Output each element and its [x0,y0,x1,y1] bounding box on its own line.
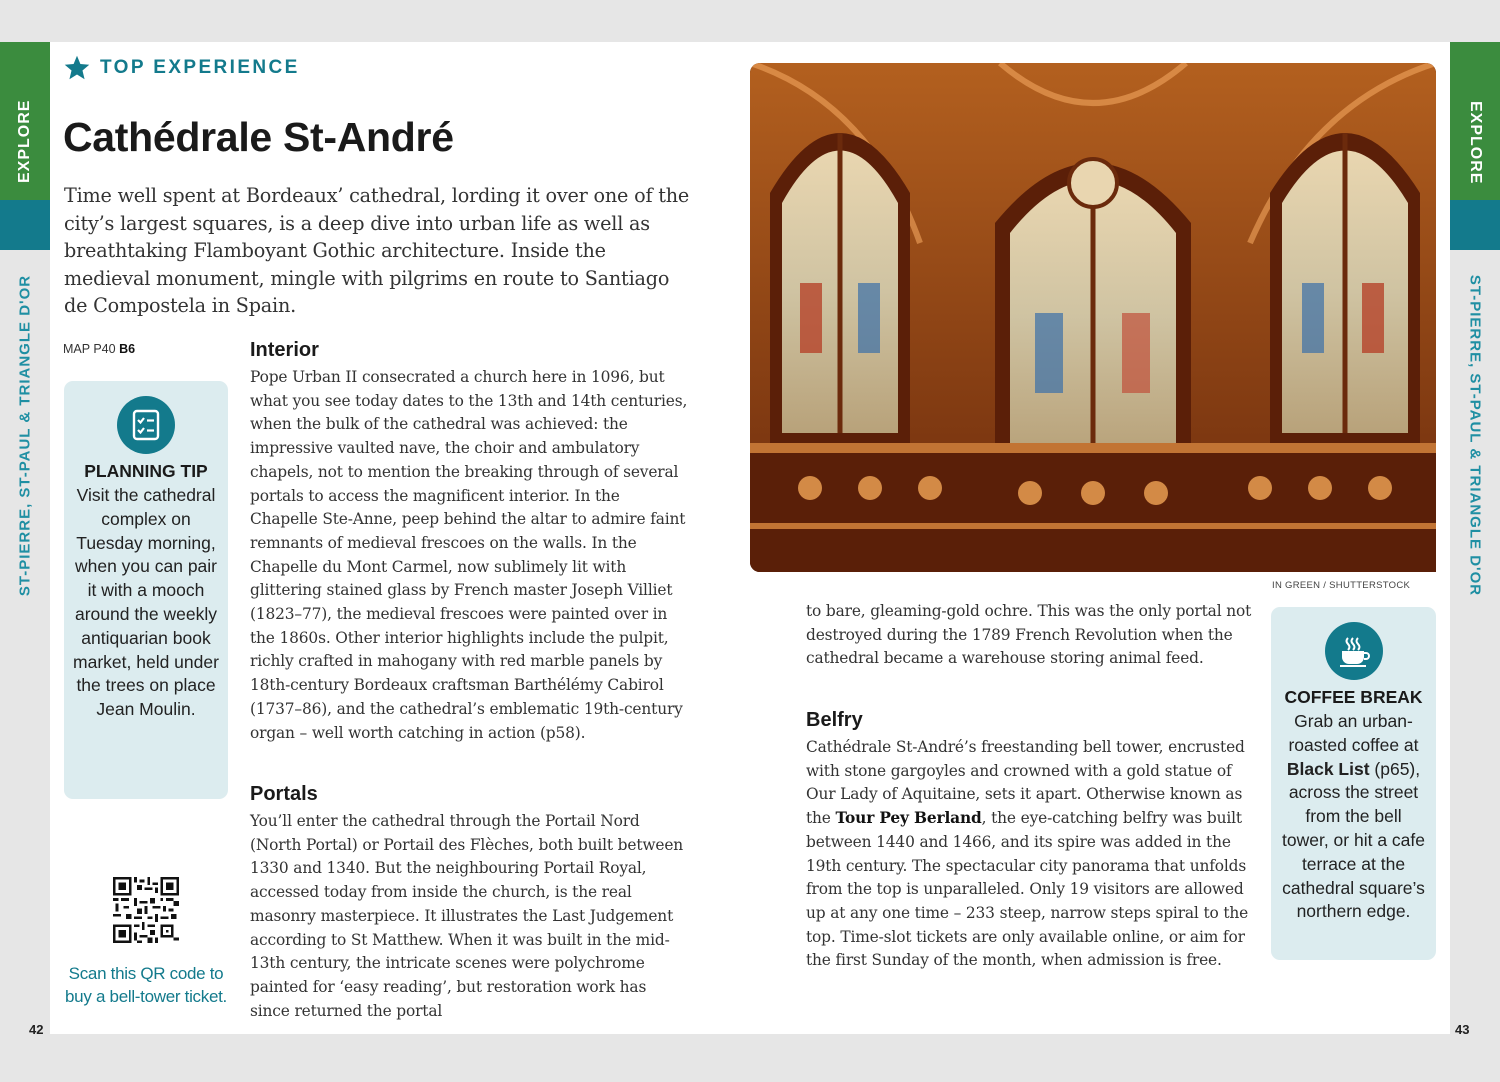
coffee-text-start: Grab an urban-roasted coffee at [1288,711,1419,755]
map-ref-label: MAP P40 [63,342,116,356]
belfry-text-start: Cathédrale St-André’s freestanding bell tower, encrusted with stone gargoyles and crowned with a gold statue of Our Lady of Aquitaine, sets it apart. Otherwise known as the [806,738,1245,828]
belfry-text [806,736,1254,973]
checklist-icon [117,396,175,454]
planning-tip-text: Visit the cathedral complex on Tuesday morning, when you can pair it with a mooch around the weekly antiquarian book market, held under the trees on place Jean Moulin. [73,485,219,720]
heading-interior: Interior [250,339,319,361]
section-tab-marker-left [0,200,50,250]
planning-tip-title: PLANNING TIP [84,461,208,481]
page-number-left: 42 [29,1022,44,1037]
qr-caption: Scan this QR code to buy a bell-tower ticket. [65,964,227,1006]
black-list-name: Black List [1286,758,1370,779]
qr-code-icon[interactable] [113,877,179,943]
planning-tip-box [64,381,228,799]
cathedral-stained-glass-photo [750,63,1436,572]
explore-label-left: EXPLORE [16,99,33,183]
coffee-break-box [1271,607,1436,960]
portals-text-continued: to bare, gleaming-gold ochre. This was the only portal not destroyed during the 1789 French Revolution when the cathedral became a warehouse storing animal feed. [806,602,1252,668]
interior-text: Pope Urban II consecrated a church here in 1096, but what you see today dates to the 13th and 14th centuries, when the bulk of the cathedral was achieved: the impressive vaulted nave, the choir and ambulatory chapels, not to mention the breaking through of several portals to access the magnificent interior. In the Chapelle Ste-Anne, peep behind the altar to admire faint remnants of medieval frescoes on the walls. In the Chapelle du Mont Carmel, now sublimely lit with glittering stained glass by French master Joseph Villiet (1823–77), the medieval frescoes were painted over in the 1860s. Other interior highlights include the pulpit, richly crafted in mahogany with red marble panels by 18th-century Bordeaux craftsman Barthélémy Cabirol (1737–86), and the cathedral’s emblematic 19th-century organ – well worth catching in action (p58). [250,368,688,742]
portals-text: You’ll enter the cathedral through the Portail Nord (North Portal) or Portail des Flèches, both built between 1330 and 1340. But the neighbouring Portail Royal, accessed today from inside the church, is the real masonry masterpiece. It illustrates the Last Judgement according to St Matthew. When it was built in the mid-13th century, the intricate scenes were polychrome painted for ‘easy reading’, but restoration work has since returned the portal [250,812,684,1020]
coffee-cup-icon [1325,622,1383,680]
top-experience-kicker [62,54,300,82]
stained-glass-illustration [750,63,1436,572]
tour-pey-berland-name: Tour Pey Berland [835,809,982,828]
section-label-right: ST-PIERRE, ST-PAUL & TRIANGLE D'OR [1466,274,1484,597]
star-icon [62,54,92,82]
intro-paragraph: Time well spent at Bordeaux’ cathedral, lording it over one of the city’s largest squares, is a deep dive into urban life as well as breathtaking Flamboyant Gothic architecture. Inside the medieval monument, mingle with pilgrims en route to Santiago de Compostela in Spain. [64,184,690,317]
coffee-text-end: (p65), across the street from the bell tower, or hit a cafe terrace at the cathedral square’s northern edge. [1282,758,1425,922]
heading-belfry: Belfry [806,709,863,731]
map-reference [63,342,135,356]
kicker-label: TOP EXPERIENCE [100,57,300,78]
coffee-break-text [1281,710,1426,924]
section-tab-marker-right [1450,200,1500,250]
explore-label-right: EXPLORE [1467,101,1484,185]
page-title: Cathédrale St-André [63,114,454,160]
heading-portals: Portals [250,783,318,805]
page-number-right: 43 [1455,1022,1470,1037]
coffee-break-title: COFFEE BREAK [1284,687,1423,707]
map-ref-grid: B6 [119,342,136,356]
section-label-left: ST-PIERRE, ST-PAUL & TRIANGLE D'OR [16,274,34,597]
belfry-text-end: , the eye-catching belfry was built between 1440 and 1466, and its spire was added in the 19th century. The spectacular city panorama that unfolds from the top is unparalleled. Only 19 visitors are allowed up at any one time – 233 steep, narrow steps spiral to the top. Time-slot tickets are only available online, or aim for the first Sunday of the month, when admission is free. [806,809,1249,970]
photo-credit: IN GREEN / SHUTTERSTOCK [1272,580,1411,591]
